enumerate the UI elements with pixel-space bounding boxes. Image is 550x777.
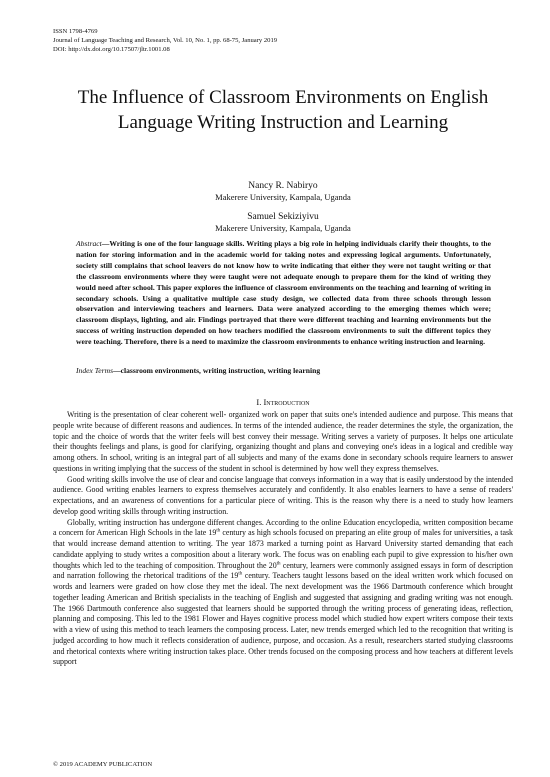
author-block <box>53 211 513 234</box>
abstract <box>76 239 491 348</box>
author-name: Samuel Sekiziyivu <box>247 212 319 222</box>
issn: ISSN 1798-4769 <box>53 28 98 35</box>
paragraph: Good writing skills involve the use of clear and concise language that conveys information in a way that is easily understood by the intended audience. Good writing enables learners to express themselves accurately and confidently. It also enables learners to have a sense of readers' expectations, and an awareness of conventions for a particular piece of writing. This is the reason why there is a need to study how learners develop good writing skills through writing instruction. <box>53 474 513 516</box>
journal-header <box>53 27 277 54</box>
index-terms-label: Index Terms <box>76 366 114 375</box>
paragraph: Writing is the presentation of clear coherent well- organized work on paper that suits one's intended audience and purpose. This means that people write because of different reasons and audiences. In terms of the intended audience, the reader determines the style, the organization, the topic and the choice of words that the writer feels will best convey their message. Writing serves a variety of purposes. It helps one articulate their thoughts feelings and plans, is good for clarifying, organizing thought and plans and conveying one's ideas in a logical and credible way among others. In school, writing is an integral part of all subjects and many of the exams done in secondary schools require learners to answer questions in writing implying that the success of the student in school is determined by how well they express themselves. <box>53 410 513 473</box>
copyright-footer: © 2019 ACADEMY PUBLICATION <box>53 761 153 768</box>
author-name: Nancy R. Nabiryo <box>248 181 318 191</box>
index-terms-text: —classroom environments, writing instruction, writing learning <box>113 366 321 375</box>
abstract-label: Abstract <box>76 239 102 248</box>
paper-title: The Influence of Classroom Environments on English Language Writing Instruction and Learning <box>77 87 489 133</box>
paragraph: Globally, writing instruction has undergone different changes. According to the online Education encyclopedia, written composition became a concern for American High Schools in the late 19th century as high schools focused on preparing an elite group of males for universities, a task that would increase demand attention to writing. The year 1873 marked a turning point as Harvard University started demanding that each candidate applying to study writes a composition about a literary work. The focus was on enabling each pupil to give expression to his/her own thoughts which led to the teaching of composition. Throughout the 20th century, learners were commonly assigned essays in form of description and narration following the rhetorical traditions of the 19th century. Teachers taught lessons based on the ideal written work which focused on words and learners were graded on how close they met the ideal. The next development was the 1966 Dartmouth conference which brought together leading American and British specialists in the teaching of English and suggested that assigning and grading writing was not enough. The 1966 Dartmouth conference also suggested that learners should be supported through the writing process of generating ideas, reflection, planning and composing. This led to the 1981 Flower and Hayes cognitive process model which studied how expert writers compose their texts with a view of using this method to teach learners the composing process. Later, new trends emerged which led to the recognition that writing is judged according to how much it reflects consideration of audience, purpose, and occasion. As a result, researchers started studying classrooms and rhetorical contexts where writing instruction takes place. Other trends focused on the composing process and how teachers at different levels support <box>53 517 513 667</box>
section-body <box>53 410 513 668</box>
doi-link[interactable]: DOI: http://dx.doi.org/10.17507/jltr.1001.08 <box>53 46 170 53</box>
abstract-text: —Writing is one of the four language skills. Writing plays a big role in helping individuals clarify their thoughts, to the nation for storing information and in the academic world for taking notes and expressing logical arguments. Unfortunately, society still complains that school leavers do not know how to write indicating that either they were not taught writing or that the classroom environments where they were taught were not adequate enough to prepare them for the kind of writing they would need after school. This paper explores the influence of classroom environments on the teaching and learning of writing in secondary schools. Using a qualitative multiple case study design, we collected data from three schools through lesson observation and interviewing teachers and learners. Data were analyzed according to the emerging themes which were; classroom displays, lighting, and air. Findings portrayed that there were different teaching and learning environments but the success of writing instruction depended on how teachers modified the classroom environments to suit the different topics they were teaching. Therefore, there is a need to maximize the classroom environments to enhance writing instruction and learning. <box>76 239 491 347</box>
author-block <box>53 180 513 203</box>
author-affiliation: Makerere University, Kampala, Uganda <box>215 192 351 202</box>
journal-citation: Journal of Language Teaching and Research, Vol. 10, No. 1, pp. 68-75, January 2019 <box>53 37 278 44</box>
author-affiliation: Makerere University, Kampala, Uganda <box>215 223 351 233</box>
section-heading: I. Introduction <box>256 397 310 407</box>
index-terms <box>76 366 491 376</box>
